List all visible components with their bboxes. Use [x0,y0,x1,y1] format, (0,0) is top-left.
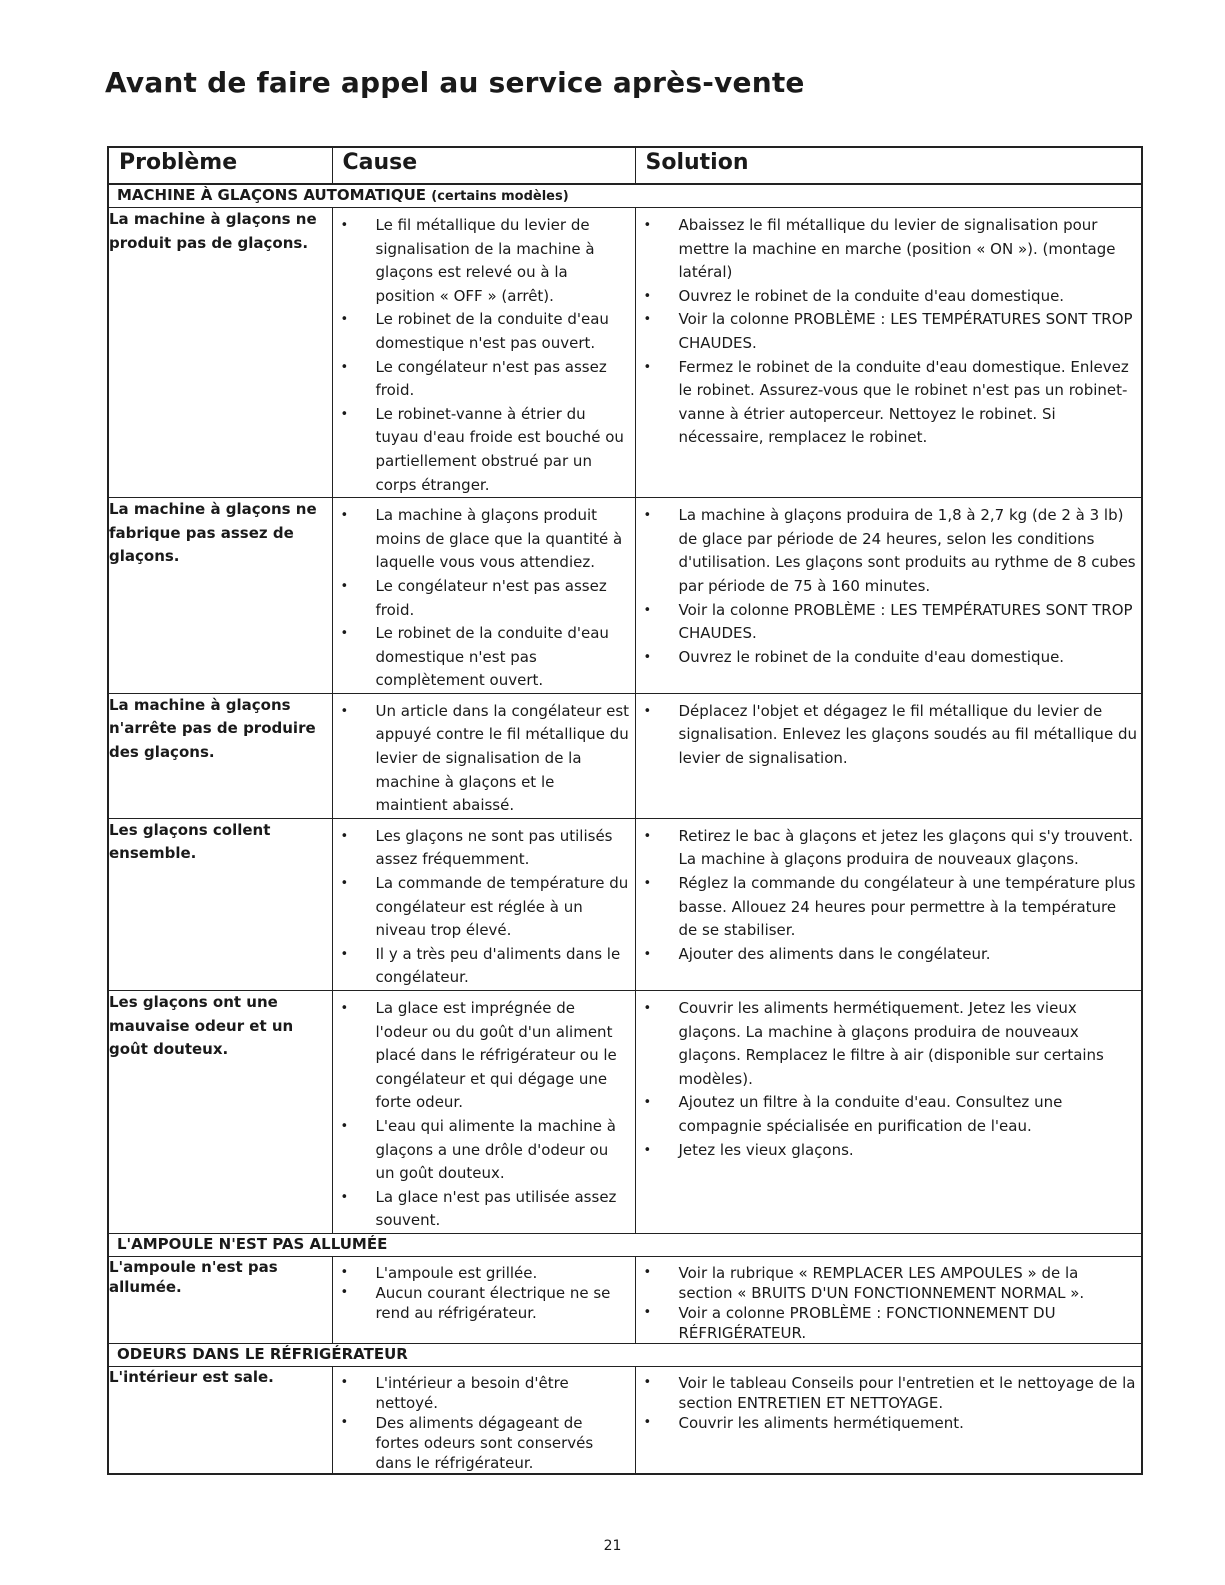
cause-item: • L'eau qui alimente la machine à glaçons a une drôle d'odeur ou un goût douteux. [333,1115,631,1186]
solution-item: • Jetez les vieux glaçons. [636,1139,1138,1163]
table-row [108,693,1142,818]
header-cause: Cause [332,147,635,184]
header-solution: Solution [635,147,1142,184]
table-row [108,1256,1142,1343]
solution-item: • Abaissez le fil métallique du levier de signalisation pour mettre la machine en marche (position « ON »). (montage latéral) [636,214,1138,285]
cause-cell [332,208,635,498]
solution-cell [635,693,1142,818]
table-header-row [108,147,1142,184]
solution-item: • Ajoutez un filtre à la conduite d'eau. Consultez une compagnie spécialisée en purification de l'eau. [636,1091,1138,1138]
problem-cell: Les glaçons ont une mauvaise odeur et un goût douteux. [108,991,332,1234]
solution-item: • Ouvrez le robinet de la conduite d'eau domestique. [636,646,1138,670]
section-heading-row [108,184,1142,208]
solution-item: • Couvrir les aliments hermétiquement. Jetez les vieux glaçons. La machine à glaçons produira de nouveaux glaçons. Remplacez le filtre à air (disponible sur certains modèles). [636,997,1138,1091]
solution-item: • Fermez le robinet de la conduite d'eau domestique. Enlevez le robinet. Assurez-vous que le robinet n'est pas un robinet-vanne à étrier autoperceur. Nettoyez le robinet. Si nécessaire, remplacez le robinet. [636,356,1138,450]
section-heading-row [108,1233,1142,1256]
problem-cell: La machine à glaçons ne fabrique pas assez de glaçons. [108,498,332,694]
solution-item: • Déplacez l'objet et dégagez le fil métallique du levier de signalisation. Enlevez les glaçons soudés au fil métallique du levier de signalisation. [636,700,1138,771]
solution-item: • Voir la colonne PROBLÈME : LES TEMPÉRATURES SONT TROP CHAUDES. [636,599,1138,646]
cause-item: • La machine à glaçons produit moins de glace que la quantité à laquelle vous vous attendiez. [333,504,631,575]
solution-item: • Retirez le bac à glaçons et jetez les glaçons qui s'y trouvent. La machine à glaçons produira de nouveaux glaçons. [636,825,1138,872]
solution-item: • Réglez la commande du congélateur à une température plus basse. Allouez 24 heures pour permettre à la température de se stabiliser. [636,872,1138,943]
header-probleme: Problème [108,147,332,184]
cause-item: • La glace n'est pas utilisée assez souvent. [333,1186,631,1233]
solution-item: • Ouvrez le robinet de la conduite d'eau domestique. [636,285,1138,309]
page-title: Avant de faire appel au service après-vente [105,66,805,99]
cause-item: • Aucun courant électrique ne se rend au réfrigérateur. [333,1283,631,1323]
section-heading [108,184,1142,208]
problem-cell: La machine à glaçons ne produit pas de glaçons. [108,208,332,498]
solution-item: • La machine à glaçons produira de 1,8 à 2,7 kg (de 2 à 3 lb) de glace par période de 24 heures, selon les conditions d'utilisation. Les glaçons sont produits au rythme de 8 cubes par période de 75 à 160 minutes. [636,504,1138,598]
page-number: 21 [603,1538,622,1554]
cause-item: • Le congélateur n'est pas assez froid. [333,356,631,403]
cause-cell [332,818,635,990]
section-title: MACHINE À GLAÇONS AUTOMATIQUE [117,186,427,204]
solution-item: • Ajouter des aliments dans le congélateur. [636,943,1138,967]
cause-item: • Des aliments dégageant de fortes odeurs sont conservés dans le réfrigérateur. [333,1413,631,1473]
solution-cell [635,991,1142,1234]
problem-cell: L'intérieur est sale. [108,1366,332,1474]
cause-item: • L'ampoule est grillée. [333,1263,631,1283]
cause-item: • Le robinet-vanne à étrier du tuyau d'eau froide est bouché ou partiellement obstrué par un corps étranger. [333,403,631,497]
solution-cell [635,208,1142,498]
problem-cell: L'ampoule n'est pas allumée. [108,1256,332,1343]
cause-cell [332,1256,635,1343]
cause-cell [332,498,635,694]
cause-cell [332,693,635,818]
table-row [108,818,1142,990]
problem-cell: Les glaçons collent ensemble. [108,818,332,990]
solution-item: • Voir la colonne PROBLÈME : LES TEMPÉRATURES SONT TROP CHAUDES. [636,308,1138,355]
section-heading-row [108,1343,1142,1366]
section-heading: L'AMPOULE N'EST PAS ALLUMÉE [108,1233,1142,1256]
solution-item: • Couvrir les aliments hermétiquement. [636,1413,1138,1433]
cause-item: • Le fil métallique du levier de signalisation de la machine à glaçons est relevé ou à la position « OFF » (arrêt). [333,214,631,308]
section-heading: ODEURS DANS LE RÉFRIGÉRATEUR [108,1343,1142,1366]
solution-cell [635,818,1142,990]
problem-cell: La machine à glaçons n'arrête pas de produire des glaçons. [108,693,332,818]
solution-cell [635,1256,1142,1343]
cause-item: • L'intérieur a besoin d'être nettoyé. [333,1373,631,1413]
solution-cell [635,498,1142,694]
cause-item: • Le congélateur n'est pas assez froid. [333,575,631,622]
cause-item: • Le robinet de la conduite d'eau domestique n'est pas ouvert. [333,308,631,355]
table-row [108,208,1142,498]
solution-cell [635,1366,1142,1474]
cause-item: • Un article dans la congélateur est appuyé contre le fil métallique du levier de signalisation de la machine à glaçons et le maintient abaissé. [333,700,631,818]
cause-item: • La commande de température du congélateur est réglée à un niveau trop élevé. [333,872,631,943]
table-row [108,1366,1142,1474]
table-row [108,498,1142,694]
cause-item: • La glace est imprégnée de l'odeur ou du goût d'un aliment placé dans le réfrigérateur ou le congélateur et qui dégage une forte odeur. [333,997,631,1115]
cause-item: • Les glaçons ne sont pas utilisés assez fréquemment. [333,825,631,872]
section-note: (certains modèles) [431,189,569,204]
solution-item: • Voir a colonne PROBLÈME : FONCTIONNEMENT DU RÉFRIGÉRATEUR. [636,1303,1138,1343]
solution-item: • Voir le tableau Conseils pour l'entretien et le nettoyage de la section ENTRETIEN ET NETTOYAGE. [636,1373,1138,1413]
cause-item: • Le robinet de la conduite d'eau domestique n'est pas complètement ouvert. [333,622,631,693]
cause-cell [332,1366,635,1474]
table-row [108,991,1142,1234]
cause-cell [332,991,635,1234]
troubleshooting-table [107,146,1143,1475]
cause-item: • Il y a très peu d'aliments dans le congélateur. [333,943,631,990]
solution-item: • Voir la rubrique « REMPLACER LES AMPOULES » de la section « BRUITS D'UN FONCTIONNEMENT NORMAL ». [636,1263,1138,1303]
